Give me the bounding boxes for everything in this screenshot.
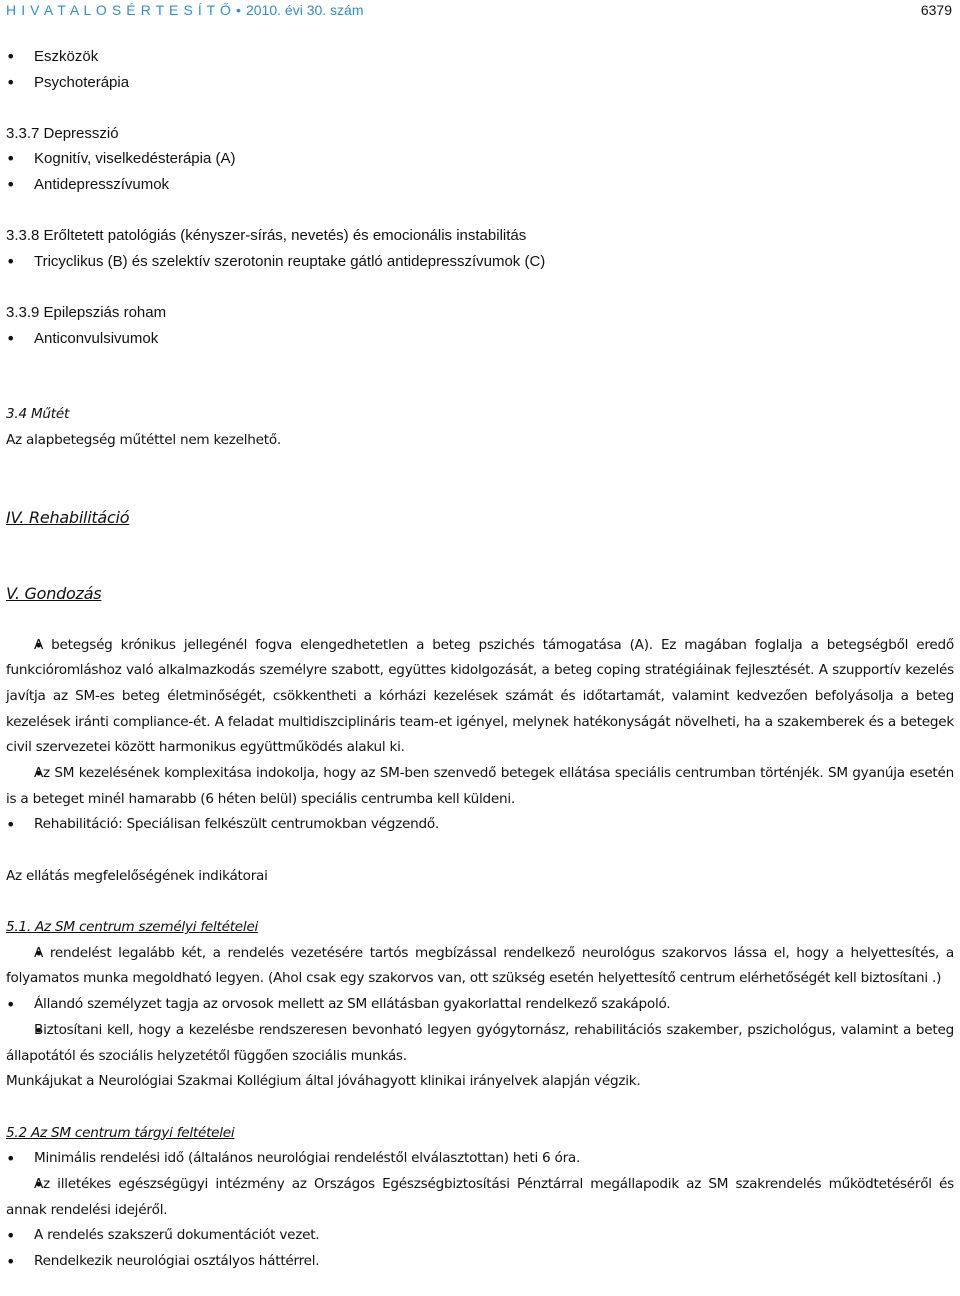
subsection-heading: 5.1. Az SM centrum személyi feltételei	[6, 919, 259, 936]
section-heading: 3.3.9 Epilepsziás roham	[6, 303, 167, 321]
page-header	[6, 0, 956, 24]
section-heading: 3.4 Műtét	[6, 406, 70, 423]
document-body	[6, 44, 954, 1275]
section-heading: 3.3.7 Depresszió	[6, 124, 119, 142]
list-item: • Az illetékes egészségügyi intézmény az Országos Egészségbiztosítási Pénztárral megállapodik az SM szakrendelés működtetéséről és annak rendelési idejéről.	[6, 1172, 954, 1223]
issue-date: 2010. évi 30. szám	[245, 2, 364, 18]
list-item: • Anticonvulsivumok	[6, 326, 954, 352]
chapter-heading: IV. Rehabilitáció	[6, 507, 130, 527]
chapter-heading: V. Gondozás	[6, 584, 102, 604]
list-item: • A betegség krónikus jellegénél fogva elengedhetetlen a beteg pszichés támogatása (A). Ez magában foglalja a betegségből eredő funkcióromláshoz való alkalmazkodás személyre szabott, együttes kidolgozását, a beteg coping stratégiáinak fejlesztését. A szupportív kezelés javítja az SM-es beteg életminőségét, csökkentheti a kórházi kezelések számát és időtartamát, valamint kedvezően befolyásolja a beteg kezelések iránti compliance-ét. A feladat multidiszciplináris team-et igényel, melynek hatékonyságát növelheti, ha a szakemberek és a betegek civil szervezetei között harmonikus együttműködés alakul ki.	[6, 633, 954, 762]
list-item: • Az SM kezelésének komplexitása indokolja, hogy az SM-ben szenvedő betegek ellátása speciális centrumban történjék. SM gyanúja esetén is a beteget minél hamarabb (6 héten belül) speciális centrumba kell küldeni.	[6, 761, 954, 812]
list-item: • A rendelés szakszerű dokumentációt vezet.	[6, 1223, 954, 1249]
indicator-heading: Az ellátás megfelelőségének indikátorai	[6, 867, 268, 884]
journal-title: H I V A T A L O S É R T E S Í T Ő • 2010. évi 30. szám	[6, 2, 364, 18]
list-item: • Minimális rendelési idő (általános neurológiai rendeléstől elválasztottan) heti 6 óra.	[6, 1146, 954, 1172]
list-item: • Rehabilitáció: Speciálisan felkészült centrumokban végzendő.	[6, 812, 954, 838]
list-item: • Antidepresszívumok	[6, 172, 954, 198]
list-item: • Eszközök	[6, 44, 954, 70]
list-item: • Kognitív, viselkedésterápia (A)	[6, 146, 954, 172]
paragraph: Az alapbetegség műtéttel nem kezelhető.	[6, 431, 281, 448]
list-item: • Rendelkezik neurológiai osztályos háttérrel.	[6, 1249, 954, 1275]
list-item: • Psychoterápia	[6, 70, 954, 96]
list-item: • Tricyclikus (B) és szelektív szerotonin reuptake gátló antidepresszívumok (C)	[6, 249, 954, 275]
section-heading: 3.3.8 Erőltetett patológiás (kényszer-sírás, nevetés) és emocionális instabilitás	[6, 227, 527, 245]
paragraph: Munkájukat a Neurológiai Szakmai Kollégium által jóváhagyott klinikai irányelvek alapján végzik.	[6, 1073, 641, 1090]
list-item: • A rendelést legalább két, a rendelés vezetésére tartós megbízással rendelkező neurológus szakorvos lássa el, hogy a helyettesítés, a folyamatos munka megoldható legyen. (Ahol csak egy szakorvos van, ott szükség esetén helyettesítő centrum elérhetőségét kell biztosítani .)	[6, 941, 954, 992]
subsection-heading: 5.2 Az SM centrum tárgyi feltételei	[6, 1124, 235, 1141]
list-item: • Állandó személyzet tagja az orvosok mellett az SM ellátásban gyakorlattal rendelkező szakápoló.	[6, 992, 954, 1018]
page-number: 6379	[920, 2, 952, 18]
list-item: • Biztosítani kell, hogy a kezelésbe rendszeresen bevonható legyen gyógytornász, rehabilitációs szakember, pszichológus, valamint a beteg állapotától és szociális helyzetétől függően szociális munkás.	[6, 1018, 954, 1069]
